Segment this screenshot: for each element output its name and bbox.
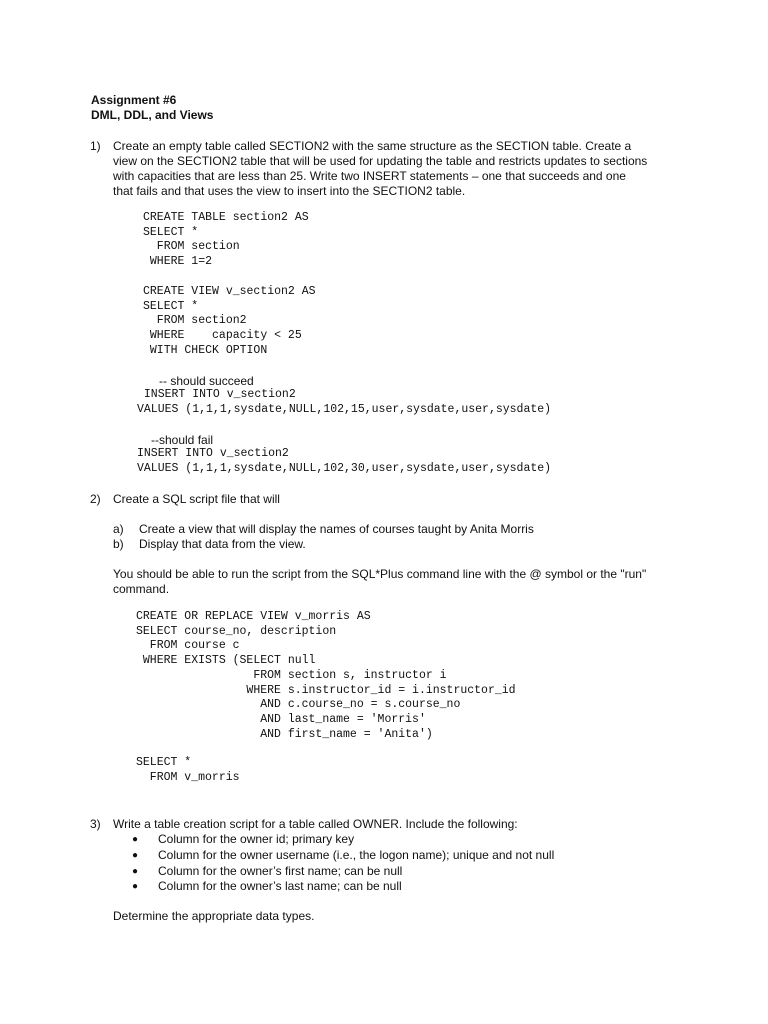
- question-1-text: [113, 139, 683, 199]
- question-2-number: 2): [90, 492, 101, 506]
- bullet-dot: ●: [132, 834, 139, 845]
- bullet-dot: ●: [132, 866, 139, 877]
- assignment-title: Assignment #6: [91, 93, 177, 107]
- question-1-line: Create an empty table called SECTION2 with the same structure as the SECTION table. Create a: [113, 139, 632, 153]
- question-2-item-marker: b): [113, 537, 124, 551]
- comment-should-fail: --should fail: [151, 433, 214, 447]
- question-3-intro: Write a table creation script for a table called OWNER. Include the following:: [113, 817, 518, 831]
- code-insert-succeed: INSERT INTO v_section2 VALUES (1,1,1,sysdate,NULL,102,15,user,sysdate,user,sysdate): [137, 388, 552, 416]
- question-1-number: 1): [90, 139, 101, 153]
- question-2-note-line: command.: [113, 582, 170, 596]
- question-2-note-line: You should be able to run the script from the SQL*Plus command line with the @ symbol or the "run": [113, 567, 647, 581]
- code-select-morris: SELECT * FROM v_morris: [136, 756, 240, 784]
- question-3-bullet: Column for the owner’s first name; can be null: [158, 864, 403, 878]
- question-1-line: with capacities that are less than 25. Write two INSERT statements – one that succeeds and one: [113, 169, 626, 183]
- question-3-bullet: Column for the owner username (i.e., the logon name); unique and not null: [158, 848, 555, 862]
- comment-should-succeed: -- should succeed: [159, 374, 254, 388]
- bullet-dot: ●: [132, 881, 139, 892]
- question-3-footer: Determine the appropriate data types.: [113, 909, 315, 923]
- assignment-topic: DML, DDL, and Views: [91, 108, 214, 122]
- code-insert-fail: INSERT INTO v_section2 VALUES (1,1,1,sysdate,NULL,102,30,user,sysdate,user,sysdate): [137, 447, 552, 475]
- code-create-table: CREATE TABLE section2 AS SELECT * FROM section WHERE 1=2: [143, 211, 309, 269]
- question-3-number: 3): [90, 817, 101, 831]
- question-1-line: view on the SECTION2 table that will be used for updating the table and restricts updates to sections: [113, 154, 648, 168]
- question-3-bullet: Column for the owner id; primary key: [158, 832, 355, 846]
- question-2-note: [113, 567, 683, 597]
- code-create-view: CREATE VIEW v_section2 AS SELECT * FROM section2 WHERE capacity < 25 WITH CHECK OPTION: [143, 285, 316, 357]
- question-1-line: that fails and that uses the view to insert into the SECTION2 table.: [113, 184, 466, 198]
- question-2-item-marker: a): [113, 522, 124, 536]
- code-create-view-morris: CREATE OR REPLACE VIEW v_morris AS SELECT course_no, description FROM course c WHERE EXISTS (SELECT null FROM section s, instructor i WHERE s.instructor_id = i.instructor_id AND c.course_no = s.course_no AND last_name = 'Morris' AND first_name = 'Anita'): [136, 610, 516, 741]
- bullet-dot: ●: [132, 850, 139, 861]
- question-2-intro: Create a SQL script file that will: [113, 492, 280, 506]
- question-2-item-text: Display that data from the view.: [139, 537, 306, 551]
- question-3-bullet: Column for the owner’s last name; can be null: [158, 879, 402, 893]
- question-2-item-text: Create a view that will display the names of courses taught by Anita Morris: [139, 522, 534, 536]
